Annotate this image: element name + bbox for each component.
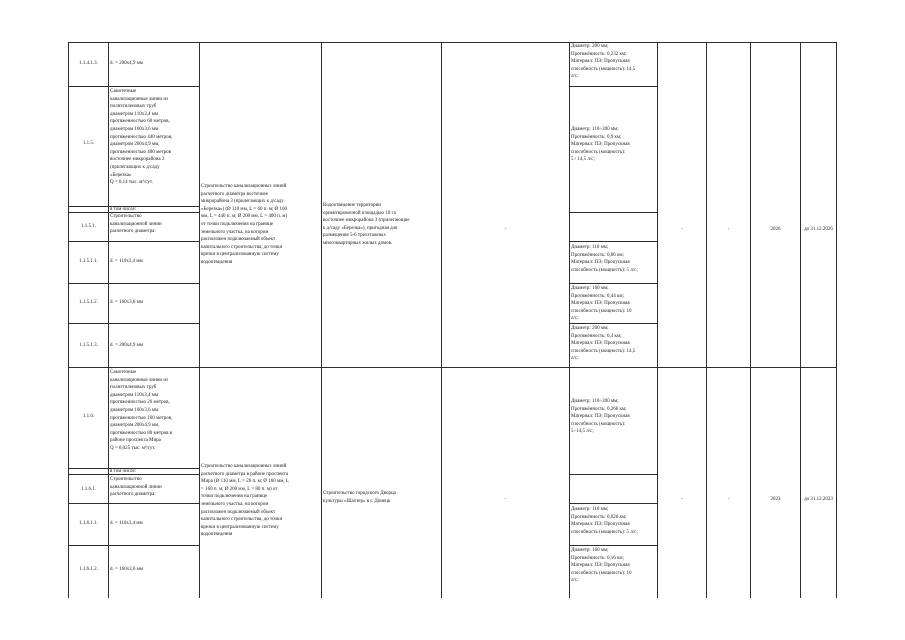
row-characteristics: Диаметр: 160 мм; Протяжённость: 0,44 км; Материал: ПЭ; Пропускная способность (мощность): 10 л/с; — [571, 286, 632, 322]
rule — [569, 503, 657, 504]
row-name: Самотечные канализационные линии из полиэтиленовых труб диаметром 110х3,4 мм протяженностью 26 метров, диаметром 160х3,6 мм протяженностью 160 метров, диаметром 200х4,9 мм, протяженностью 80 метров в районе проспекта Мира Q = 0,025 тыс. м³/сут. — [110, 370, 173, 451]
rule — [706, 42, 707, 598]
row-characteristics: Диаметр: 160 мм; Протяжённость: 0,16 км; Материал: ПЭ; Пропускная способность (мощность): 10 л/с; — [571, 548, 632, 584]
row-name: d. = 200х4,9 мм — [110, 343, 143, 348]
empty-value: - — [727, 227, 730, 232]
rule — [836, 42, 837, 598]
row-name: d. = 200х4,9 мм — [110, 61, 143, 66]
rule — [569, 323, 657, 324]
row-number: 1.1.5.1.1. — [79, 259, 98, 264]
deadline: до 31.12.2026 — [804, 227, 833, 232]
rule — [68, 367, 836, 368]
rule — [321, 42, 322, 598]
deadline: до 31.12.2023 — [804, 497, 833, 502]
row-name: d. = 110х3,4 мм — [110, 521, 143, 526]
empty-value: - — [504, 497, 507, 502]
row-number: 1.1.6.1.1. — [79, 521, 98, 526]
rule — [68, 86, 199, 87]
row-number: 1.1.5.1.2. — [79, 300, 98, 305]
rule — [68, 545, 199, 546]
rule — [68, 42, 69, 598]
rule — [108, 42, 109, 598]
empty-value: - — [504, 227, 507, 232]
rule — [657, 42, 658, 598]
object-basis: Строительство городского Дворца культуры «Шахтер» в г. Донецк — [323, 491, 396, 504]
row-characteristics: Диаметр: 110÷200 мм; Протяжённость: 0,266 км; Материал: ПЭ; Пропускная способность (мощность): 5÷14,5 л/с; — [571, 399, 630, 435]
object-purpose: Строительство канализационных линий расчетного диаметра восточнее микрорайона 3 (прилегающих к д/саду «Березка») (Ø 110 мм, L = 60 п. м; Ø 160 мм, L = 440 п. м; Ø 200 мм, L = 400 п. м) от точки подключения на границе земельного участка, на котором расположен подключаемый объект капитального строительства, до точки врезки в централизованную систему водоотведения — [201, 184, 288, 265]
rule — [199, 42, 200, 598]
year: 2026 — [770, 227, 781, 232]
row-number: 1.1.5. — [82, 141, 95, 146]
included-label: в том числе: — [110, 207, 137, 212]
rule — [569, 42, 570, 598]
rule — [569, 474, 657, 475]
object-purpose: Строительство канализационных линий расчетного диаметра в районе проспекта Мира (Ø 110 мм, L = 26 п. м; Ø 160 мм, L = 160 п. м; Ø 200 мм, L = 80 п. м) от точки подключения на границе земельного участка, на котором расположен подключаемый объект капитального строительства, до точки врезки в централизованную систему водоотведения — [201, 464, 289, 538]
row-number: 1.1.6.1.2. — [79, 567, 98, 572]
year: 2023 — [770, 497, 781, 502]
row-name: d. = 160х3,6 мм — [110, 300, 143, 305]
rule — [68, 323, 199, 324]
row-characteristics: Диаметр: 200 мм; Протяжённость: 0,232 км; Материал: ПЭ; Пропускная способность (мощность): 14,5 л/с; — [571, 44, 636, 80]
included-label: в том числе: — [110, 469, 137, 474]
object-basis: Водоотведение территории ориентировочной площадью 10 га восточнее микрорайона 3 (прилегающие к д/саду «Березка»), пригодная для размещения 5-6 трехэтажных многоквартирных жилых домов. — [323, 203, 410, 246]
rule — [800, 42, 801, 598]
rule — [68, 503, 199, 504]
row-name: Строительство канализационной линии расчетного диаметра: — [110, 477, 162, 498]
empty-value: - — [681, 227, 683, 232]
row-number: 1.1.6.1. — [81, 487, 96, 492]
row-name: d. = 110х3,4 мм — [110, 259, 143, 264]
rule — [569, 86, 657, 87]
rule — [569, 241, 657, 242]
empty-value: - — [727, 497, 730, 502]
row-number: 1.1.5.1. — [81, 224, 96, 229]
row-name: d. = 160х3,6 мм — [110, 567, 143, 572]
row-characteristics: Диаметр: 110÷200 мм; Протяжённость: 0,9 км; Материал: ПЭ; Пропускная способность (мощность): 5 / 14,5 л/с; — [571, 127, 630, 163]
rule — [441, 42, 442, 598]
row-number: 1.1.5.1.3. — [79, 343, 98, 348]
rule — [750, 42, 751, 598]
row-name: Строительство канализационной линии расчетного диаметра: — [110, 214, 162, 235]
rule — [569, 545, 657, 546]
rule — [68, 241, 199, 242]
rule — [569, 212, 657, 213]
row-name: Самотечные канализационные линии из полиэтиленовых труб диаметром 110х3,4 мм протяженностью 60 метров, диаметром 160х3,6 мм протяженностью 440 метров, диаметром 200х4,9 мм, протяженностью 400 метров восточнее микрорайона 3 (прилегающих к д/саду «Березка» Q = 0,14 тыс. м³/сут. — [110, 89, 173, 186]
row-characteristics: Диаметр: 200 мм; Протяжённость: 0,4 км; Материал: ПЭ; Пропускная способность (мощность): 14,5 л/с; — [571, 326, 636, 362]
rule — [68, 283, 199, 284]
empty-value: - — [681, 497, 683, 502]
row-characteristics: Диаметр: 110 мм; Протяжённость: 0,06 км; Материал: ПЭ; Пропускная способность (мощность): 5 л/с; — [571, 245, 638, 273]
row-number: 1.1.6. — [82, 414, 95, 419]
rule — [68, 42, 836, 43]
rule — [569, 283, 657, 284]
row-characteristics: Диаметр: 110 мм; Протяжённость: 0,026 км; Материал: ПЭ; Пропускная способность (мощность): 5 л/с; — [571, 507, 638, 535]
row-number: 1.1.4.1.3. — [79, 61, 98, 66]
